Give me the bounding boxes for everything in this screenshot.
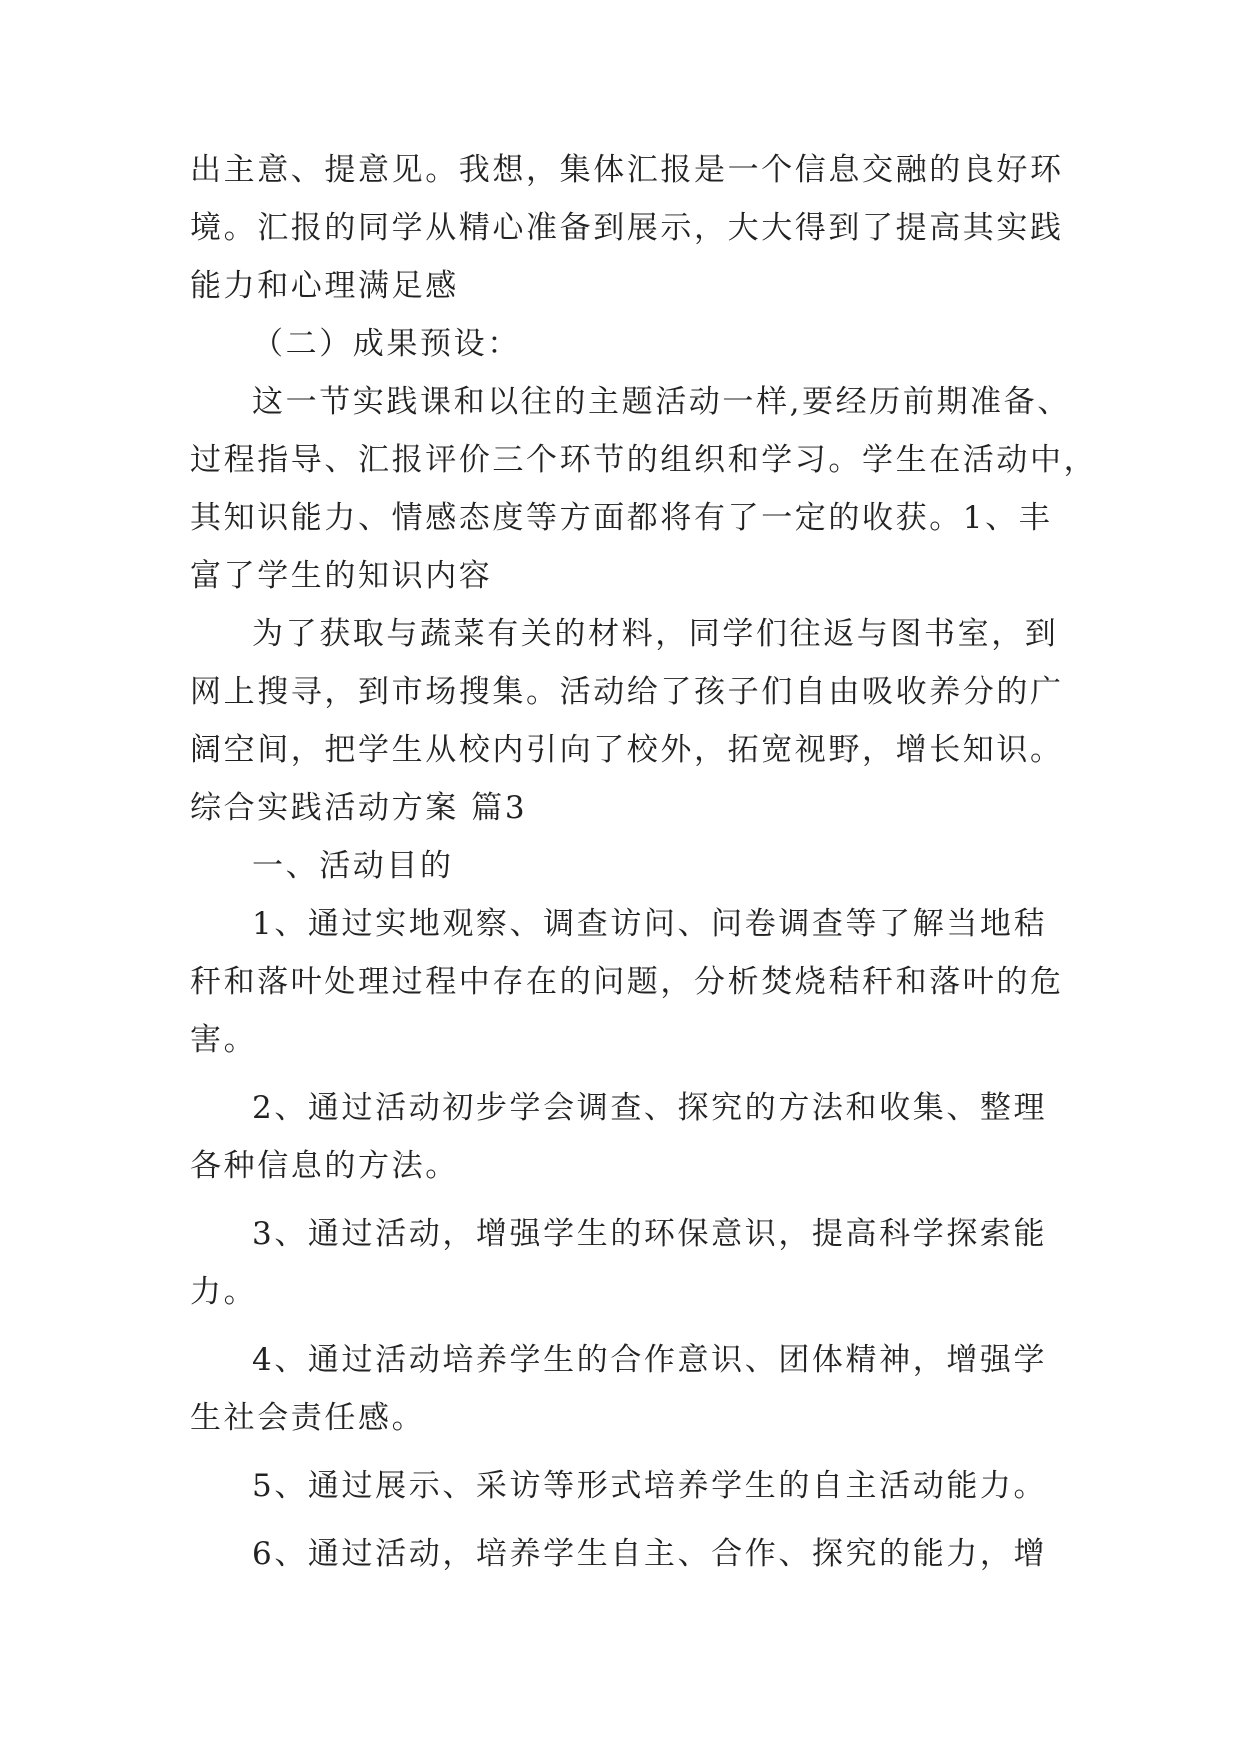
list-item: 6、通过活动，培养学生自主、合作、探究的能力，增: [252, 1536, 1048, 1572]
section-heading: （二）成果预设：: [252, 326, 521, 362]
list-item-continuation: 各种信息的方法。: [190, 1148, 459, 1184]
list-item: 3、通过活动，增强学生的环保意识，提高科学探索能: [252, 1216, 1048, 1252]
section-title: 综合实践活动方案 篇3: [190, 790, 528, 826]
list-item: 1、通过实地观察、调查访问、问卷调查等了解当地秸: [252, 906, 1048, 942]
list-item: 4、通过活动培养学生的合作意识、团体精神，增强学: [252, 1342, 1048, 1378]
body-text-line: 出主意、提意见。我想，集体汇报是一个信息交融的良好环: [190, 152, 1064, 188]
list-item: 2、通过活动初步学会调查、探究的方法和收集、整理: [252, 1090, 1048, 1126]
body-text-line: 能力和心理满足感: [190, 268, 459, 304]
list-item: 5、通过展示、采访等形式培养学生的自主活动能力。: [252, 1468, 1048, 1504]
body-text-line: 其知识能力、情感态度等方面都将有了一定的收获。1、丰: [190, 500, 1053, 536]
list-item-continuation: 害。: [190, 1022, 258, 1058]
body-text-line: 这一节实践课和以往的主题活动一样,要经历前期准备、: [252, 384, 1071, 420]
body-text-line: 富了学生的知识内容: [190, 558, 493, 594]
section-heading: 一、活动目的: [252, 848, 454, 884]
list-item-continuation: 力。: [190, 1274, 258, 1310]
body-text-line: 网上搜寻，到市场搜集。活动给了孩子们自由吸收养分的广: [190, 674, 1064, 710]
body-text-line: 为了获取与蔬菜有关的材料，同学们往返与图书室，到: [252, 616, 1059, 652]
list-item-continuation: 生社会责任感。: [190, 1400, 426, 1436]
body-text-line: 境。汇报的同学从精心准备到展示，大大得到了提高其实践: [190, 210, 1064, 246]
body-text-line: 过程指导、汇报评价三个环节的组织和学习。学生在活动中，: [190, 442, 1098, 478]
body-text-line: 阔空间，把学生从校内引向了校外，拓宽视野，增长知识。: [190, 732, 1064, 768]
list-item-continuation: 秆和落叶处理过程中存在的问题，分析焚烧秸秆和落叶的危: [190, 964, 1064, 1000]
